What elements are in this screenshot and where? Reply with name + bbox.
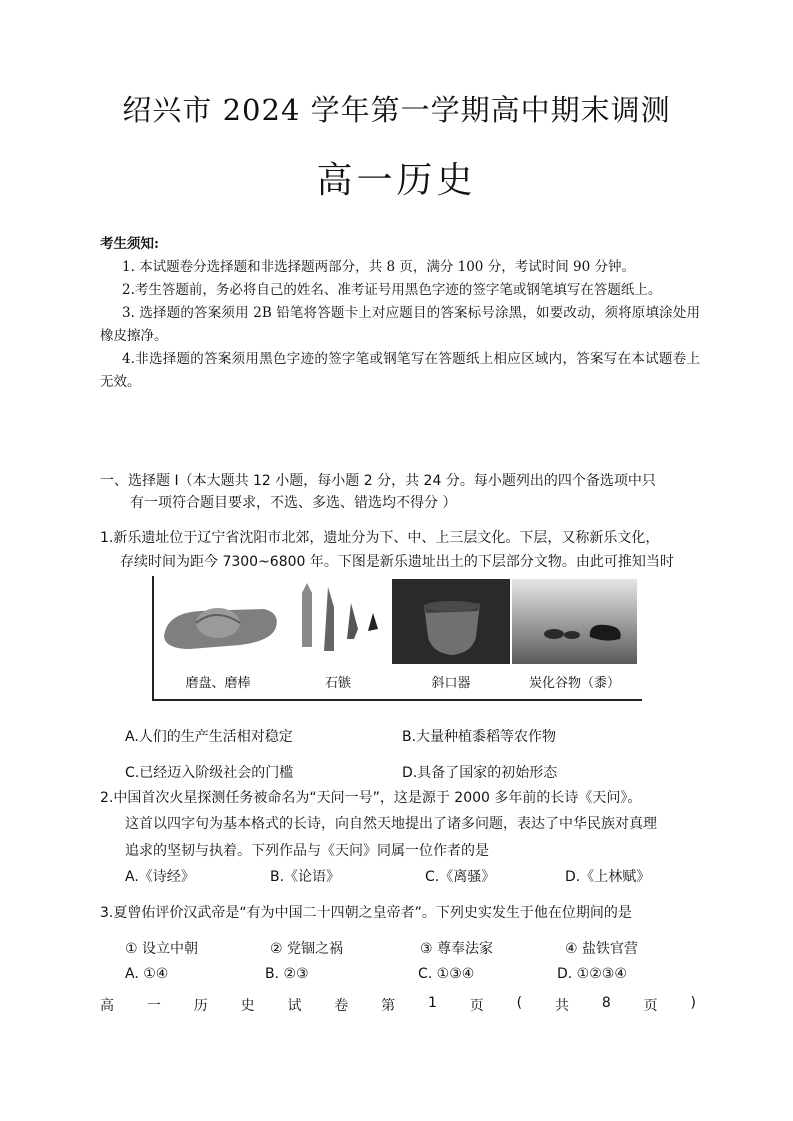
footer-char: 页 <box>643 998 658 1014</box>
footer-char: 一 <box>146 998 161 1014</box>
notice-item-1: 1. 本试题卷分选择题和非选择题两部分，共 8 页，满分 100 分，考试时间 90 分钟。 <box>122 259 635 275</box>
footer-page-number: 1 <box>428 995 437 1011</box>
footer-char: ( <box>516 995 523 1011</box>
q3-item-1: ① 设立中朝 <box>125 941 199 957</box>
q3-option-b: B. ②③ <box>265 966 309 982</box>
q1-option-b: B.大量种植黍稻等农作物 <box>402 729 557 745</box>
notice-heading: 考生须知: <box>100 236 159 252</box>
q3-option-a: A. ①④ <box>125 966 169 982</box>
artifact-figure <box>152 576 642 701</box>
footer-char: 共 <box>554 998 569 1014</box>
arrowheads-photo <box>292 579 384 664</box>
footer-char: ) <box>690 995 696 1011</box>
subject-title: 高一历史 <box>316 160 477 201</box>
caption-millstone: 磨盘、磨棒 <box>185 676 251 691</box>
caption-pottery: 斜口器 <box>431 676 471 691</box>
caption-grain: 炭化谷物（黍） <box>528 676 620 691</box>
section-heading-line2: 有一项符合题目要求，不选、多选、错选均不得分 ） <box>130 495 457 511</box>
q1-option-c: C.已经迈入阶级社会的门槛 <box>125 765 294 781</box>
millstone-photo <box>160 579 280 664</box>
notice-item-4: 4.非选择题的答案须用黑色字迹的签字笔或钢笔写在答题纸上相应区域内，答案写在本试题卷上无效。 <box>100 351 700 390</box>
notice-item-3: 3. 选择题的答案须用 2B 铅笔将答题卡上对应题目的答案标号涂黑，如要改动，须将原填涂处用橡皮擦净。 <box>100 305 700 344</box>
q1-option-a: A.人们的生产生活相对稳定 <box>125 729 293 745</box>
q2-stem-line2: 这首以四字句为基本格式的长诗，向自然天地提出了诸多问题，表达了中华民族对真理 <box>125 816 657 832</box>
q2-option-b: B.《论语》 <box>270 869 341 885</box>
q2-stem-line3: 追求的坚韧与执着。下列作品与《天问》同属一位作者的是 <box>125 843 489 859</box>
pottery-photo <box>392 579 510 664</box>
footer-char: 历 <box>193 998 208 1014</box>
q1-stem-line1: 1.新乐遗址位于辽宁省沈阳市北郊，遗址分为下、中、上三层文化。下层，又称新乐文化， <box>100 530 660 546</box>
q3-item-3: ③ 尊奉法家 <box>420 941 494 957</box>
q1-option-d: D.具备了国家的初始形态 <box>402 765 558 781</box>
q3-stem-line1: 3.夏曾佑评价汉武帝是“有为中国二十四朝之皇帝者”。下列史实发生于他在位期间的是 <box>100 905 632 921</box>
exam-title: 绍兴市 2024 学年第一学期高中期末调测 <box>122 93 671 127</box>
q3-option-c: C. ①③④ <box>418 966 475 982</box>
footer-char: 卷 <box>334 998 349 1014</box>
caption-arrowhead: 石镞 <box>324 676 351 691</box>
section-heading-line1: 一、选择题 I（本大题共 12 小题，每小题 2 分，共 24 分。每小题列出的四个备选项中只 <box>100 473 656 489</box>
q3-item-2: ② 党锢之祸 <box>270 941 344 957</box>
footer-char: 试 <box>287 998 302 1014</box>
footer-total-pages: 8 <box>601 995 611 1011</box>
footer-char: 第 <box>381 998 396 1014</box>
exam-notice <box>100 233 700 394</box>
q2-option-c: C.《离骚》 <box>425 869 496 885</box>
q1-stem-line2: 存续时间为距今 7300~6800 年。下图是新乐遗址出土的下层部分文物。由此可推知当时 <box>120 554 674 570</box>
q2-option-a: A.《诗经》 <box>125 869 195 885</box>
q3-option-d: D. ①②③④ <box>557 966 627 982</box>
q3-item-4: ④ 盐铁官营 <box>565 941 639 957</box>
page-footer <box>100 995 696 1015</box>
footer-char: 史 <box>240 998 255 1014</box>
footer-char: 页 <box>469 998 484 1014</box>
notice-item-2: 2.考生答题前，务必将自己的姓名、准考证号用黑色字迹的签字笔或钢笔填写在答题纸上。 <box>122 282 662 298</box>
q2-option-d: D.《上林赋》 <box>565 869 651 885</box>
footer-char: 高 <box>100 998 114 1014</box>
q2-stem-line1: 2.中国首次火星探测任务被命名为“天问一号”，这是源于 2000 多年前的长诗《天问》。 <box>100 790 642 806</box>
grain-photo <box>512 579 637 664</box>
